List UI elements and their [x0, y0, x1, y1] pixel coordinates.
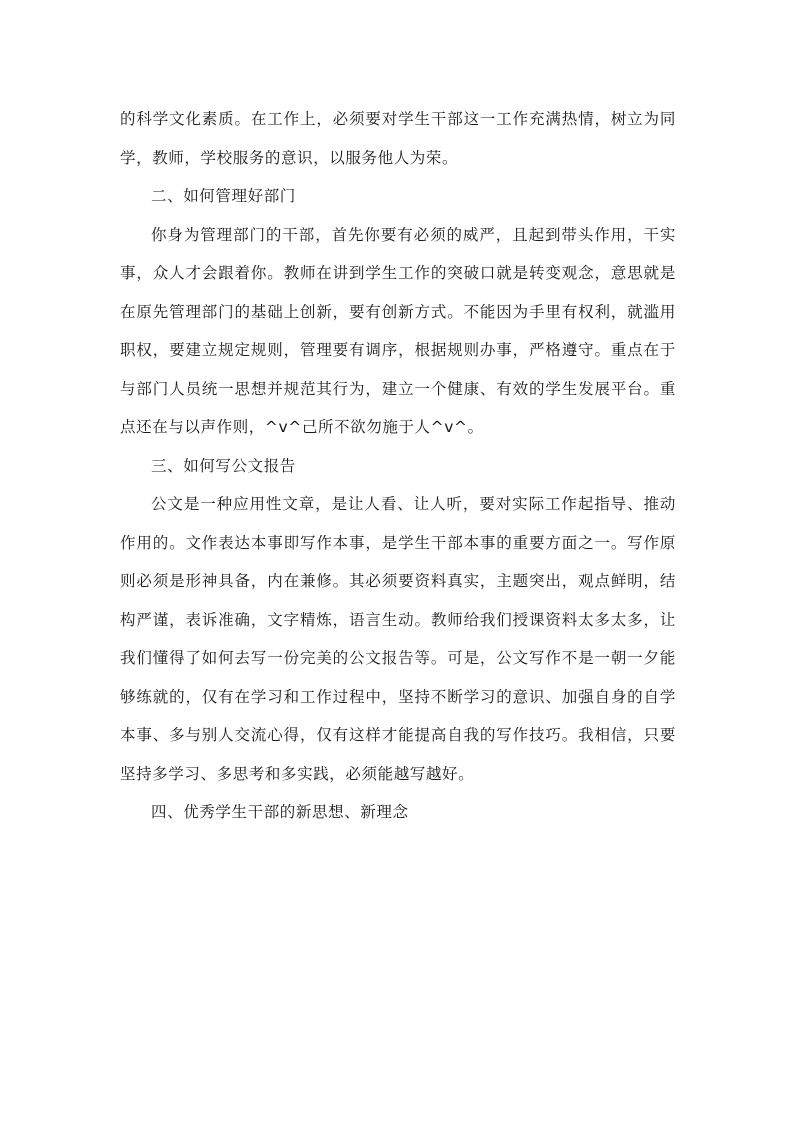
section-heading-new-ideas: 四、优秀学生干部的新思想、新理念 — [151, 803, 409, 821]
section-heading-official-report: 三、如何写公文报告 — [151, 456, 296, 475]
paragraph-official-report: 公文是一种应用性文章，是让人看、让人听，要对实际工作起指导、推动作用的。文作表达本事即写作本事，是学生干部本事的重要方面之一。写作原则必须是形神具备，内在兼修。其必须要资料真实，主题突出，观点鲜明，结构严谨，表诉准确，文字精炼，语言生动。教师给我们授课资料太多太多，让我们懂得了如何去写一份完美的公文报告等。可是，公文写作不是一朝一夕能够练就的，仅有在学习和工作过程中，坚持不断学习的意识、加强自身的自学本事、多与别人交流心得，仅有这样才能提高自我的写作技巧。我相信，只要坚持多学习、多思考和多实践，必须能越写越好。 — [120, 495, 676, 783]
paragraph-continuation: 的科学文化素质。在工作上，必须要对学生干部这一工作充满热情，树立为同学，教师，学校服务的意识，以服务他人为荣。 — [120, 110, 676, 167]
section-heading-manage-department: 二、如何管理好部门 — [151, 187, 296, 205]
document-body — [120, 100, 676, 832]
paragraph-manage-department: 你身为管理部门的干部，首先你要有必须的威严，且起到带头作用，干实事，众人才会跟着你。教师在讲到学生工作的突破口就是转变观念，意思就是在原先管理部门的基础上创新，要有创新方式。不能因为手里有权利，就滥用职权，要建立规定规则，管理要有调序，根据规则办事，严格遵守。重点在于与部门人员统一思想并规范其行为，建立一个健康、有效的学生发展平台。重点还在与以声作则，^v^己所不欲勿施于人^v^。 — [120, 225, 676, 436]
